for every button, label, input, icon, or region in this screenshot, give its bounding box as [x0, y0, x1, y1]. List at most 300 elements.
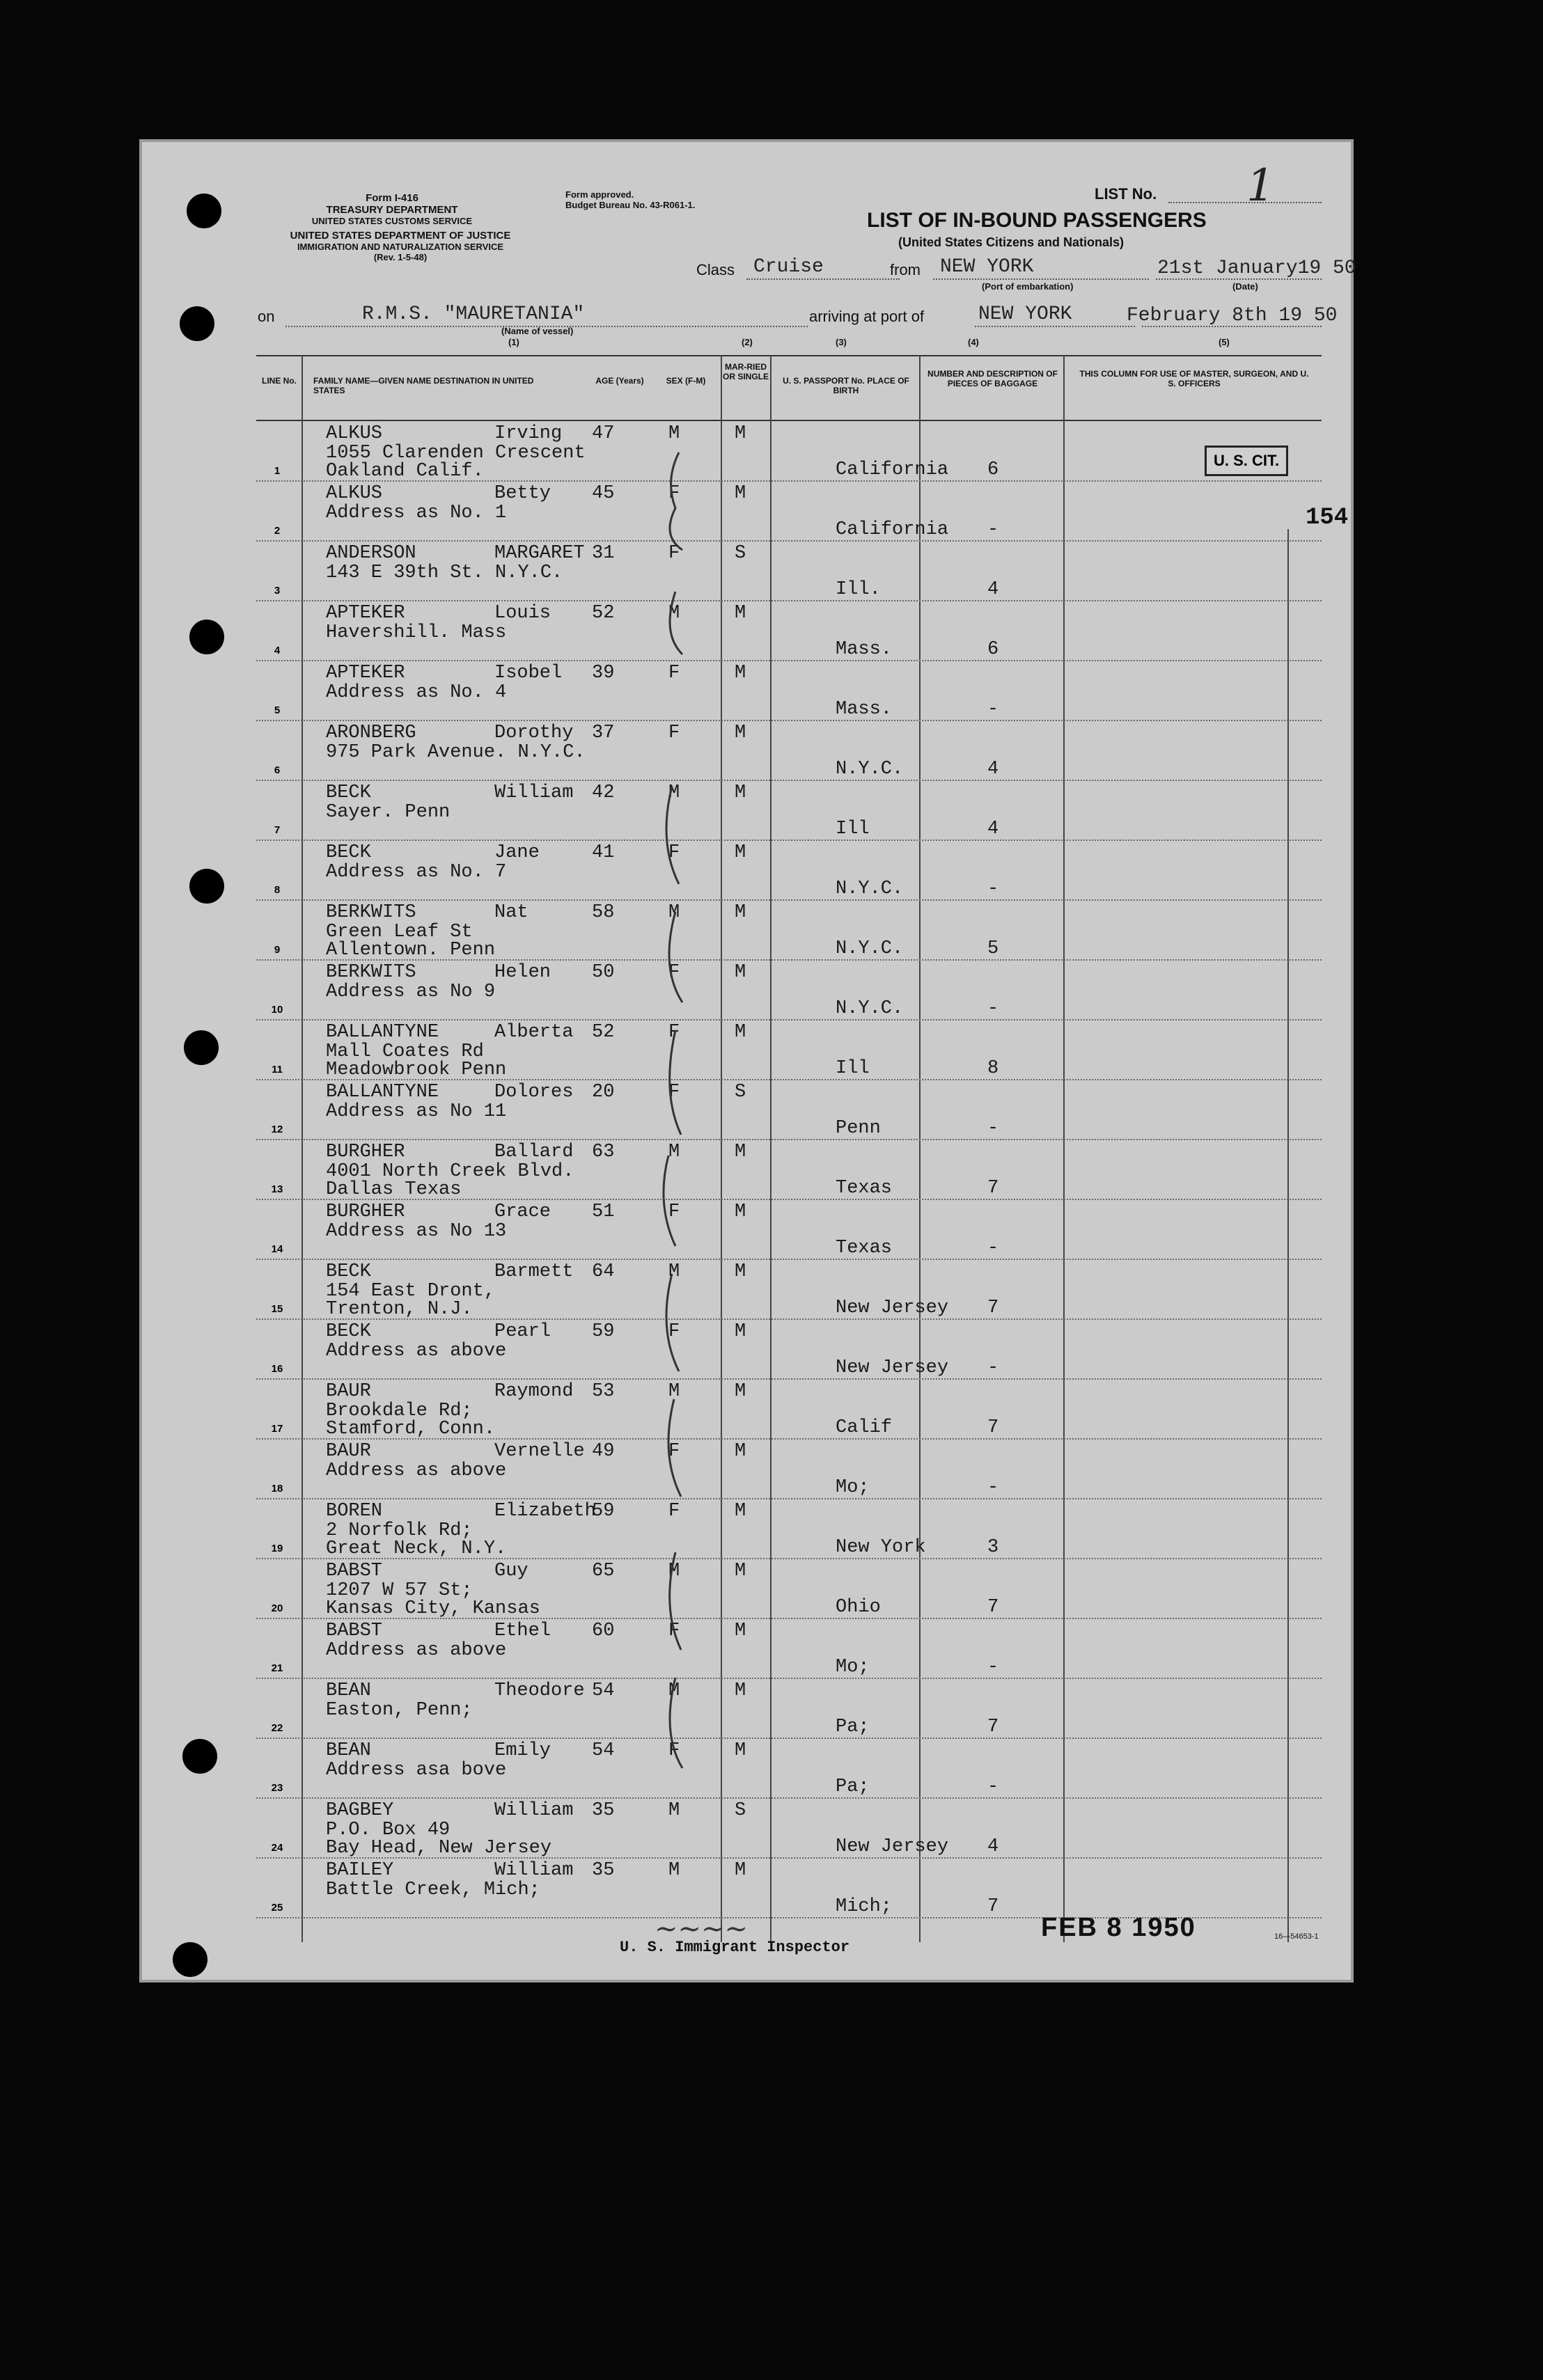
line-number: 18 — [271, 1483, 283, 1495]
baggage-count: 7 — [987, 1178, 999, 1199]
sex: F — [668, 1321, 680, 1342]
row-rule — [256, 1019, 1322, 1020]
line-number: 20 — [271, 1602, 283, 1614]
col1-number: (1) — [508, 337, 519, 347]
baggage-count: 8 — [987, 1058, 999, 1079]
age: 42 — [592, 782, 615, 803]
punch-hole — [184, 1030, 219, 1065]
destination-address: 143 E 39th St. N.Y.C. — [326, 562, 563, 583]
marital-status: M — [735, 1321, 746, 1342]
sex: F — [668, 1201, 680, 1222]
sex: F — [668, 483, 680, 504]
date-label: (Date) — [1232, 281, 1258, 292]
family-name: BOREN — [326, 1501, 383, 1522]
family-name: BECK — [326, 842, 371, 863]
line-number: 19 — [271, 1543, 283, 1554]
place-of-birth: Mich; — [836, 1896, 893, 1917]
sex: M — [668, 1142, 680, 1163]
us-citizen-stamp: U. S. CIT. — [1205, 446, 1288, 476]
line-number: 1 — [274, 465, 281, 477]
marital-status: S — [735, 1082, 746, 1103]
given-name: Irving — [494, 423, 563, 444]
age: 49 — [592, 1441, 615, 1462]
given-name: Vernelle — [494, 1441, 585, 1462]
sex: F — [668, 842, 680, 863]
place-of-birth: Ill — [836, 1058, 870, 1079]
form-title: LIST OF IN-BOUND PASSENGERS — [867, 209, 1207, 232]
destination-address: Easton, Penn; — [326, 1700, 473, 1721]
destination-address: Address as above — [326, 1460, 507, 1481]
row-rule — [256, 540, 1322, 542]
marital-status: M — [735, 1740, 746, 1761]
sex: F — [668, 723, 680, 743]
place-of-birth: New Jersey — [836, 1836, 949, 1857]
family-name: BABST — [326, 1561, 383, 1582]
baggage-count: - — [987, 878, 999, 899]
marital-status: M — [735, 483, 746, 504]
punch-hole — [189, 869, 224, 904]
sex: M — [668, 1561, 680, 1582]
form-subtitle: (United States Citizens and Nationals) — [898, 235, 1125, 249]
baggage-count: - — [987, 1776, 999, 1797]
sex: M — [668, 1860, 680, 1881]
age: 54 — [592, 1680, 615, 1701]
punch-hole — [189, 620, 224, 654]
given-name: Ballard — [494, 1142, 574, 1163]
manifest-page — [139, 139, 1354, 1983]
line-number: 14 — [271, 1243, 283, 1255]
inspector-signature: ∼∼∼∼ — [655, 1913, 749, 1945]
given-name: William — [494, 1800, 574, 1821]
punch-hole — [187, 194, 221, 228]
destination-address: Green Leaf St Allentown. Penn — [326, 922, 496, 961]
given-name: Theodore — [494, 1680, 585, 1701]
age: 37 — [592, 723, 615, 743]
baggage-count: - — [987, 1357, 999, 1378]
baggage-count: 7 — [987, 1597, 999, 1618]
destination-address: Address asa bove — [326, 1760, 507, 1781]
row-rule — [256, 899, 1322, 901]
baggage-count: 7 — [987, 1896, 999, 1917]
row-rule — [256, 1139, 1322, 1140]
col2-number: (2) — [742, 337, 753, 347]
row-rule — [256, 1737, 1322, 1739]
line-number: 8 — [274, 884, 281, 896]
family-name: BAUR — [326, 1381, 371, 1402]
age: 20 — [592, 1082, 615, 1103]
age: 64 — [592, 1261, 615, 1282]
family-name: ANDERSON — [326, 543, 416, 564]
baggage-count: 7 — [987, 1417, 999, 1438]
family-name: BERKWITS — [326, 902, 416, 923]
marital-status: M — [735, 1501, 746, 1522]
family-name: BEAN — [326, 1740, 371, 1761]
class-line — [746, 278, 900, 280]
sex: F — [668, 1740, 680, 1761]
age: 35 — [592, 1800, 615, 1821]
arriving-port: NEW YORK — [978, 304, 1072, 325]
sex: F — [668, 1082, 680, 1103]
family-name: BURGHER — [326, 1142, 405, 1163]
age: 59 — [592, 1321, 615, 1342]
given-name: Grace — [494, 1201, 551, 1222]
given-name: Dorothy — [494, 723, 574, 743]
col-divider — [1063, 355, 1065, 1942]
row-rule — [256, 660, 1322, 661]
place-of-birth: N.Y.C. — [836, 878, 904, 899]
family-name: BAILEY — [326, 1860, 394, 1881]
sex: M — [668, 1261, 680, 1282]
class-label: Class — [696, 261, 735, 278]
baggage-count: 4 — [987, 819, 999, 840]
row-rule — [256, 1797, 1322, 1799]
family-name: BALLANTYNE — [326, 1082, 439, 1103]
from-label: from — [890, 261, 921, 278]
place-of-birth: Mass. — [836, 699, 893, 720]
row-rule — [256, 1678, 1322, 1679]
immigration-label: IMMIGRATION AND NATURALIZATION SERVICE — [297, 242, 504, 252]
line-number: 16 — [271, 1363, 283, 1375]
col-header-passport: U. S. PASSPORT No. PLACE OF BIRTH — [783, 376, 909, 395]
line-number: 17 — [271, 1423, 283, 1435]
sex: F — [668, 1501, 680, 1522]
list-no-label: LIST No. — [1095, 185, 1157, 203]
age: 52 — [592, 1022, 615, 1043]
destination-address: Address as No 13 — [326, 1221, 507, 1242]
form-code: 16—54653-1 — [1274, 1932, 1319, 1941]
col-header-officers: THIS COLUMN FOR USE OF MASTER, SURGEON, AND U. S. OFFICERS — [1079, 369, 1309, 388]
line-number: 10 — [271, 1004, 283, 1016]
col-header-sex: SEX (F-M) — [666, 376, 706, 386]
col-divider — [301, 355, 303, 1942]
place-of-birth: N.Y.C. — [836, 998, 904, 1019]
baggage-count: 7 — [987, 1717, 999, 1737]
age: 65 — [592, 1561, 615, 1582]
line-number: 24 — [271, 1842, 283, 1854]
arriving-line — [975, 326, 1135, 327]
age: 59 — [592, 1501, 615, 1522]
row-rule — [256, 780, 1322, 781]
destination-address: Address as No 11 — [326, 1101, 507, 1122]
given-name: Jane — [494, 842, 540, 863]
marital-status: M — [735, 1561, 746, 1582]
place-of-birth: New York — [836, 1537, 926, 1558]
baggage-count: - — [987, 1238, 999, 1259]
age: 58 — [592, 902, 615, 923]
marital-status: M — [735, 1261, 746, 1282]
vessel-name: R.M.S. "MAURETANIA" — [362, 304, 585, 325]
sex: F — [668, 1022, 680, 1043]
marital-status: M — [735, 1860, 746, 1881]
family-name: BECK — [326, 1261, 371, 1282]
sex: M — [668, 902, 680, 923]
line-number: 11 — [272, 1064, 283, 1075]
sex: F — [668, 663, 680, 684]
from-line — [933, 278, 1149, 280]
marital-status: M — [735, 423, 746, 444]
baggage-count: - — [987, 699, 999, 720]
destination-address: P.O. Box 49 Bay Head, New Jersey — [326, 1820, 552, 1859]
destination-address: 975 Park Avenue. N.Y.C. — [326, 742, 586, 763]
age: 31 — [592, 543, 615, 564]
destination-address: Mall Coates Rd Meadowbrook Penn — [326, 1041, 507, 1080]
list-no-line — [1168, 202, 1322, 203]
given-name: Alberta — [494, 1022, 574, 1043]
marital-status: M — [735, 1381, 746, 1402]
line-number: 7 — [274, 824, 281, 836]
given-name: Guy — [494, 1561, 528, 1582]
place-of-birth: California — [836, 459, 949, 480]
family-name: BECK — [326, 782, 371, 803]
baggage-count: - — [987, 998, 999, 1019]
given-name: MARGARET — [494, 543, 585, 564]
punch-hole — [182, 1739, 217, 1774]
table-top-border — [256, 355, 1322, 356]
age: 41 — [592, 842, 615, 863]
marital-status: M — [735, 1441, 746, 1462]
line-number: 22 — [271, 1722, 283, 1734]
age: 50 — [592, 962, 615, 983]
destination-address: Address as No 9 — [326, 982, 496, 1002]
col-header-age: AGE (Years) — [595, 376, 644, 386]
row-rule — [256, 840, 1322, 841]
marital-status: M — [735, 1201, 746, 1222]
place-of-birth: N.Y.C. — [836, 938, 904, 959]
destination-address: 154 East Dront, Trenton, N.J. — [326, 1281, 496, 1320]
col-header-line: LINE No. — [262, 376, 297, 386]
col-header-baggage: NUMBER AND DESCRIPTION OF PIECES OF BAGGAGE — [927, 369, 1058, 388]
family-name: BAUR — [326, 1441, 371, 1462]
form-number: Form I-416 — [366, 192, 418, 204]
sex: F — [668, 1441, 680, 1462]
destination-address: Address as above — [326, 1640, 507, 1661]
place-of-birth: Ill — [836, 819, 870, 840]
marital-status: M — [735, 1142, 746, 1163]
age: 39 — [592, 663, 615, 684]
col4-number: (4) — [968, 337, 979, 347]
destination-address: 1055 Clarenden Crescent Oakland Calif. — [326, 443, 586, 482]
baggage-count: 6 — [987, 639, 999, 660]
age: 47 — [592, 423, 615, 444]
given-name: Pearl — [494, 1321, 551, 1342]
col-divider — [770, 355, 772, 1942]
sex: M — [668, 423, 680, 444]
given-name: Nat — [494, 902, 528, 923]
budget-label: Budget Bureau No. 43-R061-1. — [565, 200, 696, 210]
line-number: 2 — [274, 525, 281, 537]
vessel-label: (Name of vessel) — [501, 326, 574, 336]
approved-label: Form approved. — [565, 189, 634, 200]
marital-status: M — [735, 723, 746, 743]
age: 60 — [592, 1621, 615, 1641]
customs-label: UNITED STATES CUSTOMS SERVICE — [311, 216, 473, 226]
baggage-count: 7 — [987, 1298, 999, 1318]
sex: M — [668, 603, 680, 624]
given-name: Raymond — [494, 1381, 574, 1402]
age: 51 — [592, 1201, 615, 1222]
marital-status: M — [735, 842, 746, 863]
given-name: Elizabeth — [494, 1501, 596, 1522]
age: 45 — [592, 483, 615, 504]
place-of-birth: Calif — [836, 1417, 893, 1438]
given-name: Emily — [494, 1740, 551, 1761]
punch-hole — [173, 1942, 207, 1977]
given-name: Dolores — [494, 1082, 574, 1103]
place-of-birth: Mo; — [836, 1477, 870, 1498]
destination-address: Brookdale Rd; Stamford, Conn. — [326, 1401, 496, 1440]
family-name: BAGBEY — [326, 1800, 394, 1821]
port-embark-label: (Port of embarkation) — [982, 281, 1074, 292]
place-of-birth: Ohio — [836, 1597, 881, 1618]
inspection-date-stamp: FEB 8 1950 — [1041, 1913, 1196, 1942]
destination-address: Address as No. 1 — [326, 503, 507, 523]
sex: F — [668, 1621, 680, 1641]
place-of-birth: New Jersey — [836, 1298, 949, 1318]
marital-status: M — [735, 1680, 746, 1701]
destination-address: 1207 W 57 St; Kansas City, Kansas — [326, 1580, 540, 1619]
given-name: William — [494, 1860, 574, 1881]
line-number: 13 — [271, 1183, 283, 1195]
sex: M — [668, 1800, 680, 1821]
sex: M — [668, 782, 680, 803]
on-label: on — [258, 308, 275, 325]
line-number: 21 — [271, 1662, 283, 1674]
baggage-count: 4 — [987, 759, 999, 780]
baggage-count: - — [987, 519, 999, 540]
baggage-count: 4 — [987, 1836, 999, 1857]
given-name: Barmett — [494, 1261, 574, 1282]
inspector-label: U. S. Immigrant Inspector — [620, 1939, 850, 1956]
family-name: BALLANTYNE — [326, 1022, 439, 1043]
destination-address: Sayer. Penn — [326, 802, 451, 823]
family-name: BEAN — [326, 1680, 371, 1701]
destination-address: Havershill. Mass — [326, 622, 507, 643]
line-number: 25 — [271, 1902, 283, 1914]
place-of-birth: Ill. — [836, 579, 881, 600]
given-name: Helen — [494, 962, 551, 983]
given-name: William — [494, 782, 574, 803]
family-name: APTEKER — [326, 603, 405, 624]
treasury-label: TREASURY DEPARTMENT — [326, 204, 458, 216]
col-header-married: MAR-RIED OR SINGLE — [723, 362, 769, 381]
row-rule — [256, 600, 1322, 601]
header-bottom-border — [256, 420, 1322, 421]
age: 52 — [592, 603, 615, 624]
place-of-birth: Pa; — [836, 1776, 870, 1797]
destination-address: Address as No. 7 — [326, 862, 507, 883]
place-of-birth: N.Y.C. — [836, 759, 904, 780]
family-name: ALKUS — [326, 423, 383, 444]
departure-date: 21st January19 50 — [1157, 258, 1356, 279]
family-name: ARONBERG — [326, 723, 416, 743]
col-divider — [919, 355, 921, 1942]
place-of-birth: Mo; — [836, 1657, 870, 1678]
family-name: ALKUS — [326, 483, 383, 504]
stamp-number: 154 — [1306, 505, 1349, 531]
justice-label: UNITED STATES DEPARTMENT OF JUSTICE — [290, 230, 511, 242]
age: 54 — [592, 1740, 615, 1761]
list-no-value: 1 — [1246, 160, 1275, 212]
baggage-count: - — [987, 1118, 999, 1139]
given-name: Isobel — [494, 663, 563, 684]
age: 63 — [592, 1142, 615, 1163]
handwritten-brackets — [648, 425, 724, 1928]
family-name: BECK — [326, 1321, 371, 1342]
place-of-birth: Pa; — [836, 1717, 870, 1737]
inner-divider — [1287, 529, 1289, 1942]
destination-address: Address as above — [326, 1341, 507, 1362]
marital-status: S — [735, 543, 746, 564]
place-of-birth: California — [836, 519, 949, 540]
baggage-count: 3 — [987, 1537, 999, 1558]
place-of-birth: Texas — [836, 1178, 893, 1199]
marital-status: M — [735, 782, 746, 803]
place-of-birth: Penn — [836, 1118, 881, 1139]
place-of-birth: Mass. — [836, 639, 893, 660]
row-rule — [256, 720, 1322, 721]
line-number: 15 — [271, 1303, 283, 1315]
baggage-count: - — [987, 1477, 999, 1498]
from-value: NEW YORK — [940, 256, 1034, 278]
col5-number: (5) — [1219, 337, 1230, 347]
line-number: 6 — [274, 764, 281, 776]
arriving-label: arriving at port of — [809, 308, 925, 325]
row-rule — [256, 1378, 1322, 1380]
family-name: BABST — [326, 1621, 383, 1641]
age: 35 — [592, 1860, 615, 1881]
arrival-date: February 8th 19 50 — [1127, 305, 1338, 326]
marital-status: M — [735, 603, 746, 624]
given-name: Louis — [494, 603, 551, 624]
class-value: Cruise — [753, 256, 824, 278]
marital-status: M — [735, 902, 746, 923]
line-number: 12 — [271, 1124, 283, 1135]
marital-status: S — [735, 1800, 746, 1821]
sex: F — [668, 962, 680, 983]
punch-hole — [180, 306, 214, 341]
sex: M — [668, 1381, 680, 1402]
given-name: Betty — [494, 483, 551, 504]
line-number: 4 — [274, 645, 281, 656]
family-name: APTEKER — [326, 663, 405, 684]
given-name: Ethel — [494, 1621, 551, 1641]
place-of-birth: New Jersey — [836, 1357, 949, 1378]
baggage-count: - — [987, 1657, 999, 1678]
line-number: 3 — [274, 585, 281, 597]
family-name: BURGHER — [326, 1201, 405, 1222]
revision-label: (Rev. 1-5-48) — [373, 252, 428, 262]
row-rule — [256, 1498, 1322, 1499]
destination-address: Battle Creek, Mich; — [326, 1879, 540, 1900]
sex: M — [668, 1680, 680, 1701]
marital-status: M — [735, 962, 746, 983]
row-rule — [256, 1259, 1322, 1260]
line-number: 9 — [274, 944, 281, 956]
baggage-count: 5 — [987, 938, 999, 959]
col3-number: (3) — [836, 337, 847, 347]
sex: F — [668, 543, 680, 564]
destination-address: 2 Norfolk Rd; Great Neck, N.Y. — [326, 1520, 507, 1559]
age: 53 — [592, 1381, 615, 1402]
marital-status: M — [735, 1022, 746, 1043]
baggage-count: 6 — [987, 459, 999, 480]
line-number: 5 — [274, 704, 281, 716]
baggage-count: 4 — [987, 579, 999, 600]
place-of-birth: Texas — [836, 1238, 893, 1259]
family-name: BERKWITS — [326, 962, 416, 983]
line-number: 23 — [271, 1782, 283, 1794]
col-header-name: FAMILY NAME—GIVEN NAME DESTINATION IN UNITED STATES — [313, 376, 534, 395]
